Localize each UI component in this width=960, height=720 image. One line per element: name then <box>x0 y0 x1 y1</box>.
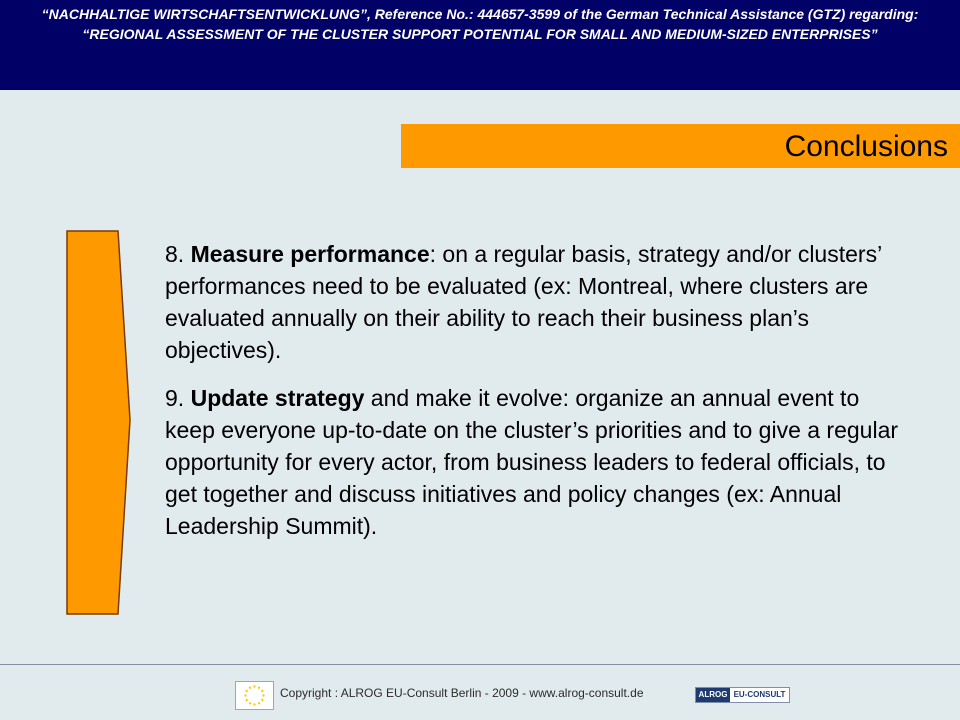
title-bar <box>401 124 960 168</box>
point-heading: Update strategy <box>190 385 365 411</box>
point-number: 8. <box>165 241 191 267</box>
point-8 <box>165 238 905 366</box>
point-heading: Measure performance <box>190 241 430 267</box>
logo-left-text: ALROG <box>696 688 730 702</box>
copyright-text: Copyright : ALROG EU-Consult Berlin - 2009 - www.alrog-consult.de <box>280 686 644 700</box>
eu-flag-icon <box>235 681 274 710</box>
footer-divider <box>0 664 960 665</box>
point-text: : on a regular basis, strategy and/or clusters’ performances need to be evaluated (ex: Montreal, where clusters are evaluated annually on their ability to reach their business plan’s objectives). <box>165 241 882 363</box>
header-text: “NACHHALTIGE WIRTSCHAFTSENTWICKLUNG”, Reference No.: 444657-3599 of the German Technical Assistance (GTZ) regarding: “REGIONAL ASSESSMENT OF THE CLUSTER SUPPORT POTENTIAL FOR SMALL AND MEDIUM-SIZED ENTERPRISES” <box>41 6 919 42</box>
footer <box>0 675 960 715</box>
content-body <box>165 238 905 558</box>
eu-stars-icon <box>236 682 273 709</box>
chevron-arrow-icon <box>66 230 136 615</box>
alrog-logo <box>695 687 790 703</box>
slide-title: Conclusions <box>784 130 948 163</box>
point-number: 9. <box>165 385 191 411</box>
logo-right-text: EU-CONSULT <box>730 688 789 702</box>
point-text: and make it evolve: organize an annual event to keep everyone up-to-date on the cluster’s priorities and to give a regular opportunity for every actor, from business leaders to federal officials, to get together and discuss initiatives and policy changes (ex: Annual Leadership Summit). <box>165 385 899 539</box>
header-banner <box>0 0 960 90</box>
point-9 <box>165 382 905 542</box>
